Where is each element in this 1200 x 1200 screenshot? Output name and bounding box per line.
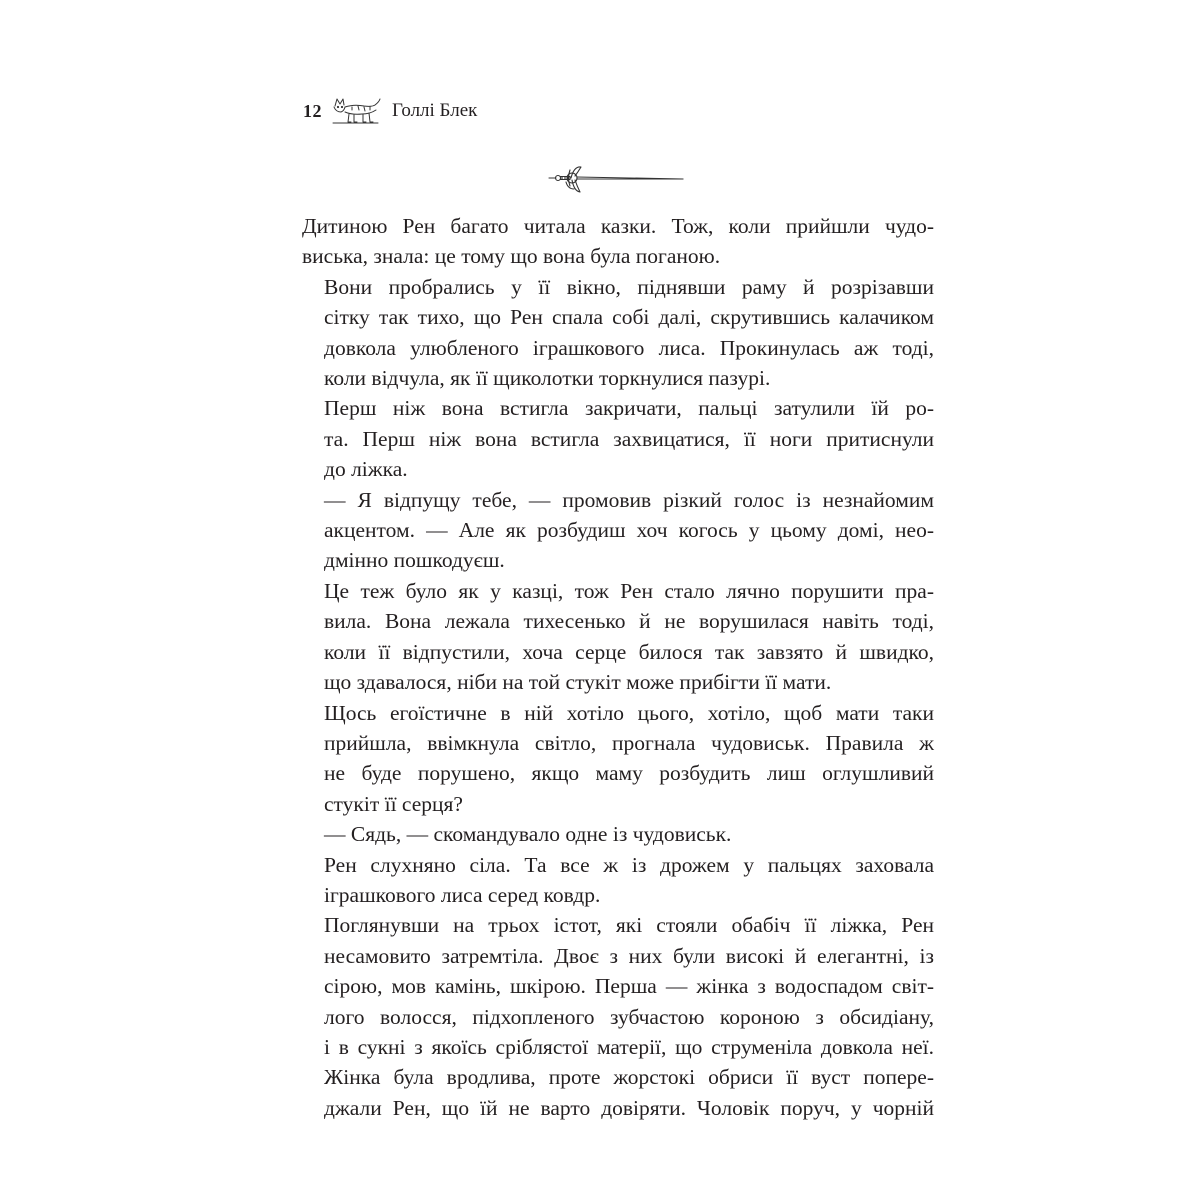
text-line: Дитиною Рен багато читала казки. Тож, коли прийшли чудо- [302, 214, 934, 238]
running-head [303, 96, 477, 126]
text-line: коли відчула, як її щиколотки торкнулися пазурі. [324, 366, 771, 391]
paragraph [302, 698, 934, 820]
text-line: лого волосся, підхопленого зубчастою короною з обсидіану, [324, 1004, 934, 1029]
text-line: акцентом. — Але як розбудиш хоч когось у цьому домі, нео- [324, 518, 934, 543]
text-line: стукіт її серця? [324, 791, 463, 816]
text-line: і в сукні з якоїсь сріблястої матерії, що струменіла довкола неї. [324, 1034, 934, 1059]
paragraph [302, 393, 934, 484]
text-line: Вони пробрались у її вікно, піднявши раму й розрізавши [324, 274, 934, 299]
page-number: 12 [303, 100, 322, 121]
paragraph [302, 211, 934, 272]
text-line: не буде порушено, якщо маму розбудить лиш оглушливий [324, 761, 934, 786]
text-line: до ліжка. [324, 457, 408, 482]
paragraph [302, 910, 934, 1123]
paragraph [302, 272, 934, 394]
text-line: іграшкового лиса серед ковдр. [324, 882, 601, 907]
sword-icon [548, 158, 684, 200]
book-author: Голлі Блек [392, 100, 478, 121]
paragraph [302, 485, 934, 576]
text-line: Рен слухняно сіла. Та все ж із дрожем у пальцях заховала [324, 852, 934, 877]
fox-icon [332, 96, 382, 126]
text-line: прийшла, ввімкнула світло, прогнала чудовиськ. Правила ж [324, 730, 934, 755]
text-line: Перш ніж вона встигла закричати, пальці затулили їй ро- [324, 396, 934, 421]
text-line: джали Рен, що їй не варто довіряти. Чоловік поруч, у чорній [324, 1095, 934, 1120]
text-line: сітку так тихо, що Рен спала собі далі, скрутившись калачиком [324, 305, 934, 330]
paragraph [302, 819, 934, 849]
paragraph [302, 850, 934, 911]
text-line: — Сядь, — скомандувало одне із чудовиськ. [324, 822, 732, 847]
text-line: коли її відпустили, хоча серце билося так завзято й швидко, [324, 639, 934, 664]
body-text [302, 211, 934, 1123]
text-line: — Я відпущу тебе, — промовив різкий голос із незнайомим [324, 487, 934, 512]
text-line: та. Перш ніж вона встигла захвицатися, її ноги притиснули [324, 426, 934, 451]
text-line: виська, знала: це тому що вона була поганою. [302, 244, 721, 269]
text-line: несамовито затремтіла. Двоє з них були високі й елегантні, із [324, 943, 934, 968]
text-line: дмінно пошкодуєш. [324, 548, 505, 573]
text-line: довкола улюбленого іграшкового лиса. Прокинулась аж тоді, [324, 335, 934, 360]
text-line: Це теж було як у казці, тож Рен стало лячно порушити пра- [324, 578, 934, 603]
text-line: вила. Вона лежала тихесенько й не ворушилася навіть тоді, [324, 609, 934, 634]
paragraph [302, 576, 934, 698]
text-line: Жінка була вродлива, проте жорстокі обриси її вуст попере- [324, 1065, 934, 1090]
text-line: Поглянувши на трьох істот, які стояли обабіч її ліжка, Рен [324, 913, 934, 938]
text-line: Щось егоїстичне в ній хотіло цього, хотіло, щоб мати таки [324, 700, 934, 725]
text-line: що здавалося, ніби на той стукіт може прибігти її мати. [324, 670, 832, 695]
text-line: сірою, мов камінь, шкірою. Перша — жінка з водоспадом світ- [324, 974, 934, 999]
